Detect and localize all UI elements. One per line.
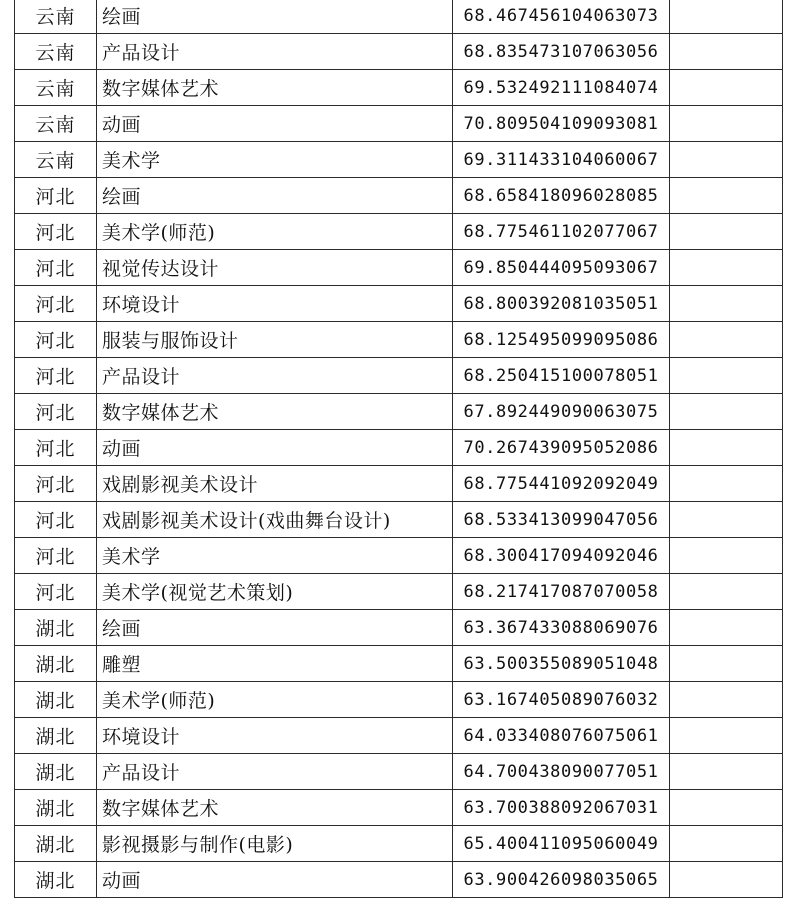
major-cell: 数字媒体艺术 <box>97 394 453 430</box>
empty-cell <box>670 754 783 790</box>
table-row <box>15 790 783 826</box>
major-cell: 动画 <box>97 106 453 142</box>
score-cell: 70.809504109093081 <box>453 106 670 142</box>
table-row <box>15 682 783 718</box>
major-cell: 影视摄影与制作(电影) <box>97 826 453 862</box>
province-cell: 河北 <box>15 250 97 286</box>
province-cell: 湖北 <box>15 610 97 646</box>
table-row <box>15 610 783 646</box>
table-row <box>15 322 783 358</box>
admission-score-table <box>14 0 783 898</box>
empty-cell <box>670 790 783 826</box>
table-row <box>15 862 783 898</box>
score-cell: 69.311433104060067 <box>453 142 670 178</box>
score-cell: 63.367433088069076 <box>453 610 670 646</box>
province-cell: 河北 <box>15 178 97 214</box>
empty-cell <box>670 538 783 574</box>
table-row <box>15 106 783 142</box>
score-cell: 68.467456104063073 <box>453 0 670 34</box>
province-cell: 河北 <box>15 538 97 574</box>
province-cell: 云南 <box>15 142 97 178</box>
table-row <box>15 0 783 34</box>
major-cell: 戏剧影视美术设计(戏曲舞台设计) <box>97 502 453 538</box>
empty-cell <box>670 214 783 250</box>
major-cell: 美术学(师范) <box>97 682 453 718</box>
province-cell: 湖北 <box>15 862 97 898</box>
empty-cell <box>670 0 783 34</box>
province-cell: 云南 <box>15 0 97 34</box>
table-row <box>15 214 783 250</box>
major-cell: 美术学 <box>97 538 453 574</box>
empty-cell <box>670 106 783 142</box>
score-cell: 64.033408076075061 <box>453 718 670 754</box>
empty-cell <box>670 250 783 286</box>
table-row <box>15 286 783 322</box>
empty-cell <box>670 610 783 646</box>
province-cell: 云南 <box>15 34 97 70</box>
empty-cell <box>670 178 783 214</box>
major-cell: 服装与服饰设计 <box>97 322 453 358</box>
major-cell: 绘画 <box>97 178 453 214</box>
score-table-sheet <box>14 0 782 898</box>
province-cell: 河北 <box>15 430 97 466</box>
score-cell: 63.700388092067031 <box>453 790 670 826</box>
table-row <box>15 718 783 754</box>
score-cell: 69.850444095093067 <box>453 250 670 286</box>
table-row <box>15 502 783 538</box>
score-cell: 68.658418096028085 <box>453 178 670 214</box>
empty-cell <box>670 502 783 538</box>
empty-cell <box>670 718 783 754</box>
province-cell: 云南 <box>15 70 97 106</box>
score-cell: 69.532492111084074 <box>453 70 670 106</box>
province-cell: 河北 <box>15 466 97 502</box>
table-row <box>15 250 783 286</box>
major-cell: 数字媒体艺术 <box>97 70 453 106</box>
table-row <box>15 754 783 790</box>
table-row <box>15 70 783 106</box>
province-cell: 湖北 <box>15 826 97 862</box>
major-cell: 美术学(师范) <box>97 214 453 250</box>
table-row <box>15 394 783 430</box>
score-cell: 64.700438090077051 <box>453 754 670 790</box>
major-cell: 环境设计 <box>97 286 453 322</box>
score-cell: 68.835473107063056 <box>453 34 670 70</box>
major-cell: 数字媒体艺术 <box>97 790 453 826</box>
table-row <box>15 466 783 502</box>
major-cell: 绘画 <box>97 610 453 646</box>
score-cell: 63.167405089076032 <box>453 682 670 718</box>
province-cell: 河北 <box>15 322 97 358</box>
major-cell: 环境设计 <box>97 718 453 754</box>
major-cell: 产品设计 <box>97 754 453 790</box>
table-row <box>15 538 783 574</box>
major-cell: 美术学(视觉艺术策划) <box>97 574 453 610</box>
score-cell: 65.400411095060049 <box>453 826 670 862</box>
score-cell: 68.775461102077067 <box>453 214 670 250</box>
score-cell: 70.267439095052086 <box>453 430 670 466</box>
empty-cell <box>670 430 783 466</box>
table-row <box>15 430 783 466</box>
province-cell: 湖北 <box>15 646 97 682</box>
province-cell: 云南 <box>15 106 97 142</box>
score-cell: 68.775441092092049 <box>453 466 670 502</box>
major-cell: 动画 <box>97 862 453 898</box>
empty-cell <box>670 862 783 898</box>
province-cell: 湖北 <box>15 790 97 826</box>
major-cell: 产品设计 <box>97 358 453 394</box>
major-cell: 戏剧影视美术设计 <box>97 466 453 502</box>
major-cell: 视觉传达设计 <box>97 250 453 286</box>
score-cell: 68.217417087070058 <box>453 574 670 610</box>
province-cell: 湖北 <box>15 682 97 718</box>
table-row <box>15 826 783 862</box>
empty-cell <box>670 34 783 70</box>
empty-cell <box>670 466 783 502</box>
province-cell: 河北 <box>15 502 97 538</box>
score-cell: 68.300417094092046 <box>453 538 670 574</box>
table-row <box>15 142 783 178</box>
table-row <box>15 34 783 70</box>
province-cell: 河北 <box>15 286 97 322</box>
score-cell: 68.533413099047056 <box>453 502 670 538</box>
empty-cell <box>670 826 783 862</box>
table-row <box>15 646 783 682</box>
score-cell: 68.250415100078051 <box>453 358 670 394</box>
empty-cell <box>670 286 783 322</box>
province-cell: 河北 <box>15 394 97 430</box>
major-cell: 雕塑 <box>97 646 453 682</box>
empty-cell <box>670 646 783 682</box>
empty-cell <box>670 142 783 178</box>
major-cell: 绘画 <box>97 0 453 34</box>
major-cell: 美术学 <box>97 142 453 178</box>
empty-cell <box>670 682 783 718</box>
major-cell: 产品设计 <box>97 34 453 70</box>
empty-cell <box>670 394 783 430</box>
province-cell: 湖北 <box>15 718 97 754</box>
empty-cell <box>670 574 783 610</box>
score-cell: 68.125495099095086 <box>453 322 670 358</box>
province-cell: 河北 <box>15 358 97 394</box>
major-cell: 动画 <box>97 430 453 466</box>
score-cell: 68.800392081035051 <box>453 286 670 322</box>
empty-cell <box>670 358 783 394</box>
score-cell: 63.500355089051048 <box>453 646 670 682</box>
province-cell: 湖北 <box>15 754 97 790</box>
score-cell: 67.892449090063075 <box>453 394 670 430</box>
province-cell: 河北 <box>15 214 97 250</box>
province-cell: 河北 <box>15 574 97 610</box>
score-cell: 63.900426098035065 <box>453 862 670 898</box>
empty-cell <box>670 70 783 106</box>
table-row <box>15 178 783 214</box>
empty-cell <box>670 322 783 358</box>
table-row <box>15 358 783 394</box>
table-row <box>15 574 783 610</box>
